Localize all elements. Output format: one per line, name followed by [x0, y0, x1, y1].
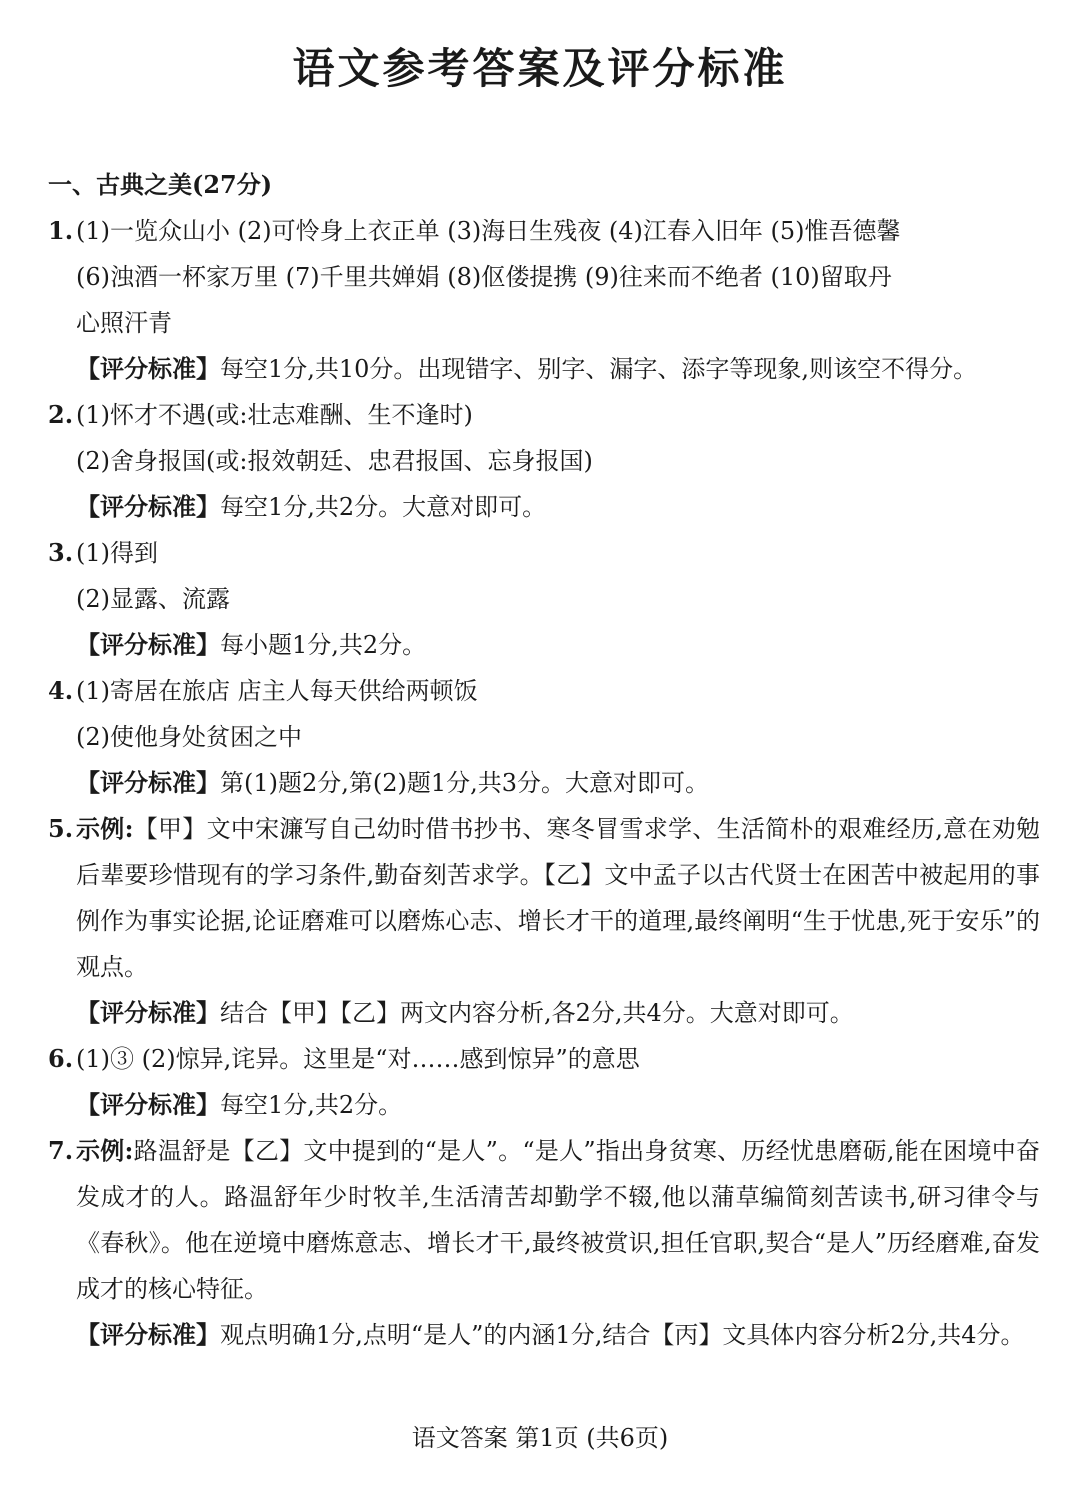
scoring-note — [48, 1082, 1040, 1128]
scoring-label: 【评分标准】 — [76, 1090, 220, 1119]
scoring-note — [48, 990, 1040, 1036]
question-5 — [48, 806, 1040, 990]
answer-line: 心照汗青 — [76, 309, 172, 337]
answer-content — [48, 162, 1040, 1358]
scoring-text: 观点明确1分,点明“是人”的内涵1分,结合【丙】文具体内容分析2分,共4分。 — [220, 1321, 1025, 1349]
scoring-note — [48, 484, 1040, 530]
scoring-note — [48, 760, 1040, 806]
example-label: 示例: — [76, 814, 134, 843]
scoring-label: 【评分标准】 — [76, 768, 220, 797]
answer-paragraph — [76, 806, 1040, 990]
scoring-text: 每空1分,共10分。出现错字、别字、漏字、添字等现象,则该空不得分。 — [220, 355, 978, 383]
answer-line: (2)显露、流露 — [76, 585, 230, 613]
answer-line: (1)怀才不遇(或:壮志难酬、生不逢时) — [76, 401, 473, 429]
scoring-note — [48, 1312, 1040, 1358]
scoring-text: 每空1分,共2分。大意对即可。 — [220, 493, 547, 521]
question-2 — [48, 392, 1040, 484]
question-number: 6. — [48, 1044, 74, 1073]
question-number: 7. — [48, 1136, 74, 1165]
scoring-label: 【评分标准】 — [76, 998, 220, 1027]
scoring-note — [48, 346, 1040, 392]
question-number: 2. — [48, 400, 74, 429]
page-footer: 语文答案 第1页 (共6页) — [411, 1424, 669, 1452]
answer-line: (1)一览众山小 (2)可怜身上衣正单 (3)海日生残夜 (4)江春入旧年 (5)惟吾德馨 — [76, 217, 901, 245]
question-4 — [48, 668, 1040, 760]
question-number: 5. — [48, 814, 74, 843]
answer-line: (1)③ (2)惊异,诧异。这里是“对……感到惊异”的意思 — [76, 1045, 640, 1073]
scoring-label: 【评分标准】 — [76, 354, 220, 383]
answer-text: 【甲】文中宋濂写自己幼时借书抄书、寒冬冒雪求学、生活简朴的艰难经历,意在劝勉后辈要珍惜现有的学习条件,勤奋刻苦求学。【乙】文中孟子以古代贤士在困苦中被起用的事例作为事实论据,论证磨难可以磨炼心志、增长才干的道理,最终阐明“生于忧患,死于安乐”的观点。 — [76, 815, 1040, 981]
question-number: 1. — [48, 216, 74, 245]
answer-paragraph — [76, 1128, 1040, 1312]
question-7 — [48, 1128, 1040, 1312]
section-heading: 一、古典之美(27分) — [48, 170, 273, 199]
question-1 — [48, 208, 1040, 346]
scoring-note — [48, 622, 1040, 668]
answer-line: (6)浊酒一杯家万里 (7)千里共婵娟 (8)伛偻提携 (9)往来而不绝者 (10)留取丹 — [76, 263, 892, 291]
question-number: 4. — [48, 676, 74, 705]
scoring-text: 结合【甲】【乙】两文内容分析,各2分,共4分。大意对即可。 — [220, 999, 854, 1027]
answer-line: (1)寄居在旅店 店主人每天供给两顿饭 — [76, 677, 478, 705]
question-6 — [48, 1036, 1040, 1082]
scoring-label: 【评分标准】 — [76, 492, 220, 521]
page-title: 语文参考答案及评分标准 — [292, 44, 788, 93]
example-label: 示例: — [76, 1136, 134, 1165]
answer-line: (2)使他身处贫困之中 — [76, 723, 302, 751]
scoring-label: 【评分标准】 — [76, 630, 220, 659]
answer-line: (2)舍身报国(或:报效朝廷、忠君报国、忘身报国) — [76, 447, 593, 475]
scoring-text: 每小题1分,共2分。 — [220, 631, 427, 659]
question-3 — [48, 530, 1040, 622]
answer-line: (1)得到 — [76, 539, 158, 567]
answer-text: 路温舒是【乙】文中提到的“是人”。“是人”指出身贫寒、历经忧患磨砺,能在困境中奋发成才的人。路温舒年少时牧羊,生活清苦却勤学不辍,他以蒲草编简刻苦读书,研习律令与《春秋》。他在逆境中磨炼意志、增长才干,最终被赏识,担任官职,契合“是人”历经磨难,奋发成才的核心特征。 — [76, 1137, 1040, 1303]
question-number: 3. — [48, 538, 74, 567]
scoring-text: 第(1)题2分,第(2)题1分,共3分。大意对即可。 — [220, 769, 710, 797]
scoring-label: 【评分标准】 — [76, 1320, 220, 1349]
scoring-text: 每空1分,共2分。 — [220, 1091, 403, 1119]
